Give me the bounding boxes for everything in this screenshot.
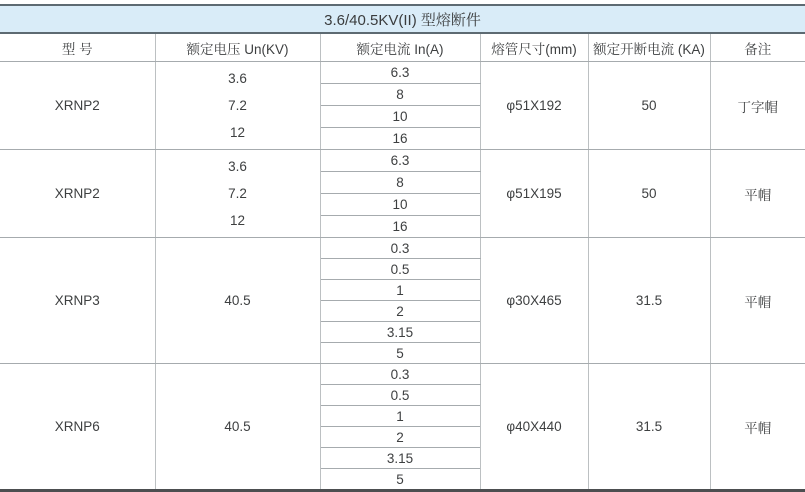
voltage-value: 3.6 <box>228 159 247 174</box>
model-cell: XRNP6 <box>0 364 155 491</box>
voltage-value: 3.6 <box>228 71 247 86</box>
column-header: 型 号 <box>0 34 155 62</box>
model-cell: XRNP2 <box>0 62 155 150</box>
current-value-cell: 16 <box>320 128 480 150</box>
current-value-cell: 2 <box>320 301 480 322</box>
current-value-cell: 1 <box>320 280 480 301</box>
voltage-value: 7.2 <box>228 98 247 113</box>
current-value-cell: 3.15 <box>320 322 480 343</box>
current-value-cell: 5 <box>320 469 480 491</box>
current-value-cell: 2 <box>320 427 480 448</box>
remark-cell: 平帽 <box>710 364 805 491</box>
table-header-row <box>0 34 805 62</box>
voltage-value: 12 <box>229 213 246 228</box>
current-value-cell: 3.15 <box>320 448 480 469</box>
column-header: 熔管尺寸(mm) <box>480 34 588 62</box>
table-row <box>0 238 805 259</box>
spec-sheet <box>0 4 805 492</box>
tube-size-cell: φ51X192 <box>480 62 588 150</box>
tube-size-cell: φ40X440 <box>480 364 588 491</box>
column-header: 备注 <box>710 34 805 62</box>
fuse-spec-table <box>0 34 805 492</box>
current-value-cell: 8 <box>320 84 480 106</box>
voltage-cell <box>155 238 320 364</box>
voltage-value: 40.5 <box>224 293 251 308</box>
voltage-value: 7.2 <box>228 186 247 201</box>
current-value-cell: 6.3 <box>320 62 480 84</box>
voltage-cell <box>155 62 320 150</box>
model-cell: XRNP3 <box>0 238 155 364</box>
table-row <box>0 150 805 172</box>
current-value-cell: 0.5 <box>320 385 480 406</box>
table-row <box>0 62 805 84</box>
remark-cell: 平帽 <box>710 150 805 238</box>
voltage-value: 40.5 <box>224 419 251 434</box>
current-value-cell: 16 <box>320 216 480 238</box>
breaking-current-cell: 31.5 <box>588 238 710 364</box>
current-value-cell: 0.3 <box>320 238 480 259</box>
column-header: 额定电压 Un(KV) <box>155 34 320 62</box>
model-cell: XRNP2 <box>0 150 155 238</box>
current-value-cell: 10 <box>320 106 480 128</box>
breaking-current-cell: 31.5 <box>588 364 710 491</box>
breaking-current-cell: 50 <box>588 150 710 238</box>
current-value-cell: 6.3 <box>320 150 480 172</box>
remark-cell: 丁字帽 <box>710 62 805 150</box>
tube-size-cell: φ51X195 <box>480 150 588 238</box>
current-value-cell: 0.5 <box>320 259 480 280</box>
current-value-cell: 10 <box>320 194 480 216</box>
current-value-cell: 1 <box>320 406 480 427</box>
table-row <box>0 364 805 385</box>
column-header: 额定开断电流 (KA) <box>588 34 710 62</box>
voltage-cell <box>155 150 320 238</box>
voltage-cell <box>155 364 320 491</box>
table-title-band <box>0 4 805 34</box>
voltage-value: 12 <box>229 125 246 140</box>
remark-cell: 平帽 <box>710 238 805 364</box>
current-value-cell: 5 <box>320 343 480 364</box>
current-value-cell: 0.3 <box>320 364 480 385</box>
tube-size-cell: φ30X465 <box>480 238 588 364</box>
table-title: 3.6/40.5KV(II) 型熔断件 <box>324 11 481 29</box>
breaking-current-cell: 50 <box>588 62 710 150</box>
current-value-cell: 8 <box>320 172 480 194</box>
column-header: 额定电流 In(A) <box>320 34 480 62</box>
